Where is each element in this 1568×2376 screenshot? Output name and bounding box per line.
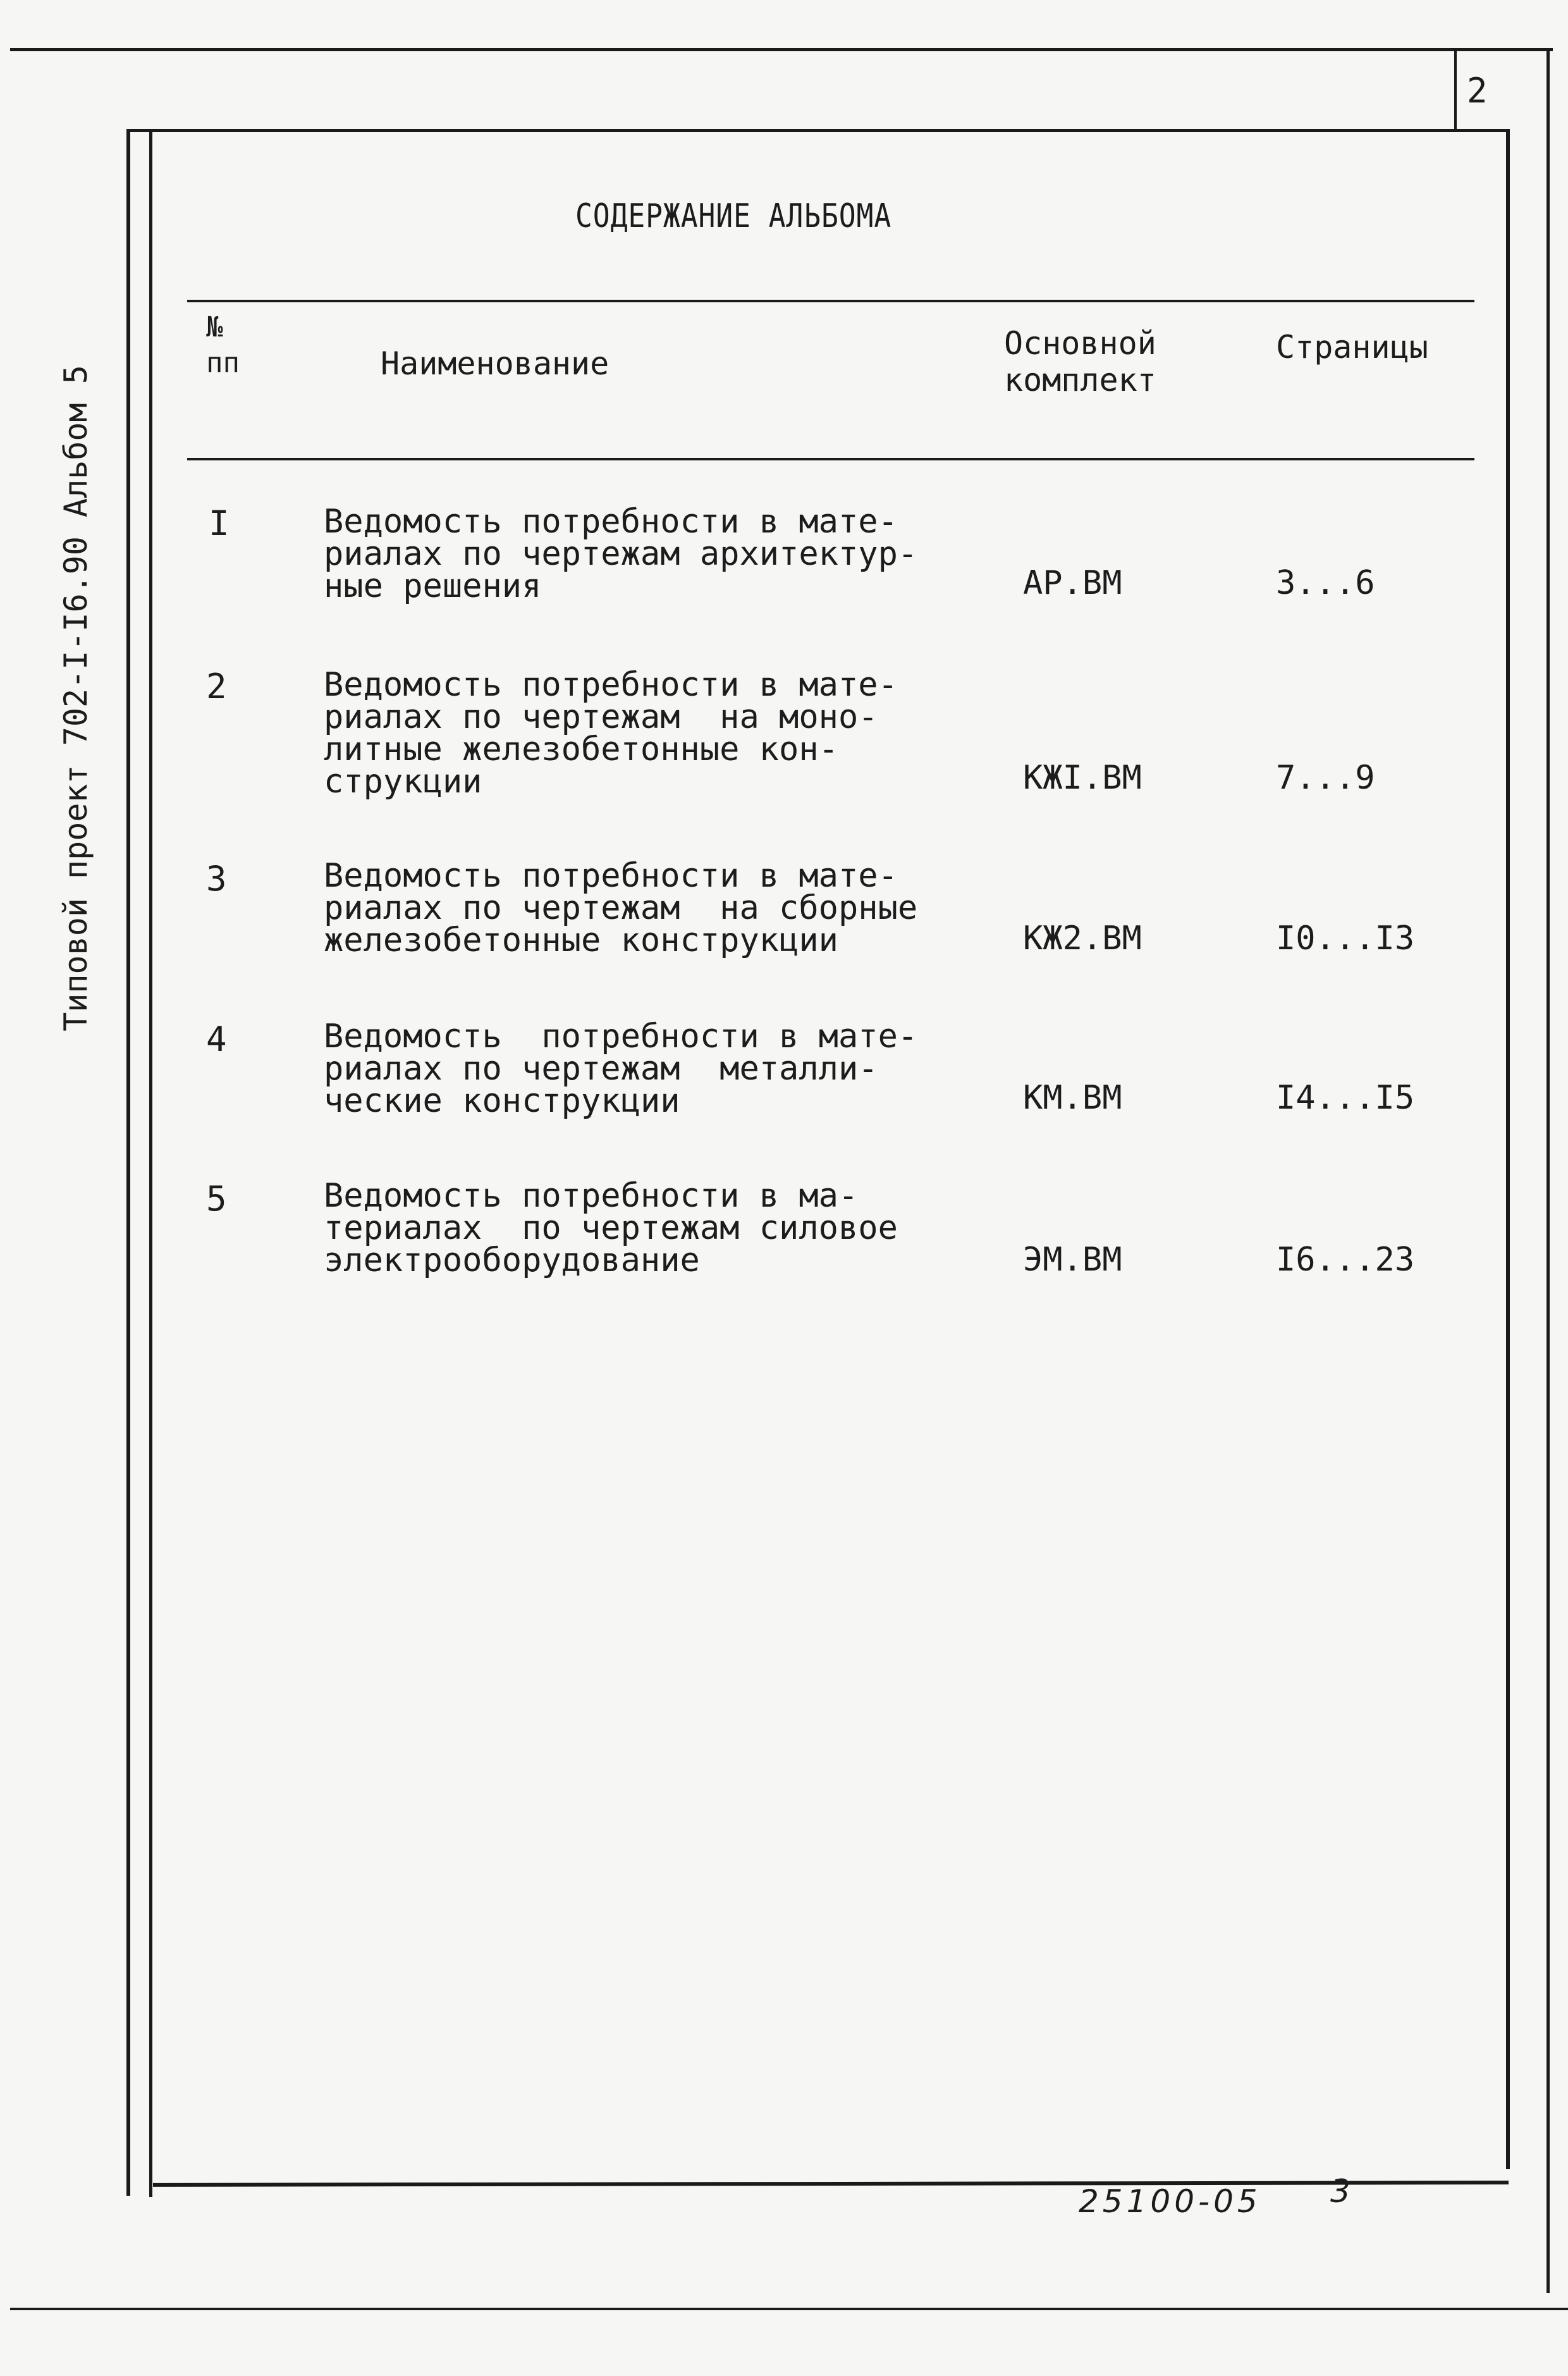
row-2-name: Ведомость потребности в мате- риалах по чертежам на моно- литные железобетонные кон- струкции — [324, 666, 898, 801]
row-5-num: 5 — [206, 1179, 227, 1219]
header-set-text: Основной комплект — [1004, 325, 1156, 398]
sheet-bottom-line — [10, 2308, 1568, 2310]
row-4-pages: I4...I5 — [1276, 1079, 1415, 1117]
header-name: Наименование — [381, 345, 609, 382]
row-1-set: АР.ВМ — [1023, 564, 1122, 602]
row-4-name: Ведомость потребности в мате- риалах по чертежам металли- ческие конструкции — [324, 1018, 918, 1120]
side-label: Типовой проект 702-I-I6.90 Альбом 5 — [58, 365, 94, 1031]
page-number: 2 — [1467, 71, 1488, 111]
row-3-pages: I0...I3 — [1276, 920, 1415, 957]
row-2-pages: 7...9 — [1276, 759, 1375, 797]
sheet-right-line — [1547, 48, 1550, 2293]
frame-top — [126, 129, 1510, 132]
page-title: СОДЕРЖАНИЕ АЛЬБОМА — [575, 197, 892, 235]
footer-inventory-number: 25100-05 — [1079, 2183, 1261, 2220]
frame-left-outer — [149, 129, 152, 2197]
row-4-set: КМ.ВМ — [1023, 1079, 1122, 1117]
row-4-num: 4 — [206, 1019, 227, 1059]
table-top-rule — [187, 300, 1474, 302]
row-3-name: Ведомость потребности в мате- риалах по чертежам на сборные железобетонные конструкции — [324, 857, 918, 959]
row-1-num: I — [209, 503, 230, 543]
frame-left — [126, 129, 130, 2196]
table-header-rule — [187, 458, 1474, 460]
page-number-box-left — [1454, 48, 1457, 129]
frame-right — [1506, 129, 1510, 2169]
header-pages: Страницы — [1276, 329, 1428, 366]
row-2-num: 2 — [206, 667, 227, 706]
row-1-pages: 3...6 — [1276, 564, 1375, 602]
row-2-set: КЖI.ВМ — [1023, 759, 1142, 797]
row-3-set: КЖ2.ВМ — [1023, 920, 1142, 957]
header-num-text: № пп — [206, 311, 240, 379]
row-3-num: 3 — [206, 859, 227, 899]
sheet-top-line — [10, 48, 1553, 51]
row-5-name: Ведомость потребности в ма- териалах по чертежам силовое электрооборудование — [324, 1177, 898, 1279]
footer-sheet-number: 3 — [1330, 2173, 1354, 2210]
row-1-name: Ведомость потребности в мате- риалах по чертежам архитектур- ные решения — [324, 503, 918, 605]
row-5-set: ЭМ.ВМ — [1023, 1241, 1122, 1279]
header-num — [206, 310, 240, 381]
header-set — [1004, 325, 1156, 398]
frame-bottom — [153, 2181, 1509, 2187]
row-5-pages: I6...23 — [1276, 1241, 1415, 1279]
